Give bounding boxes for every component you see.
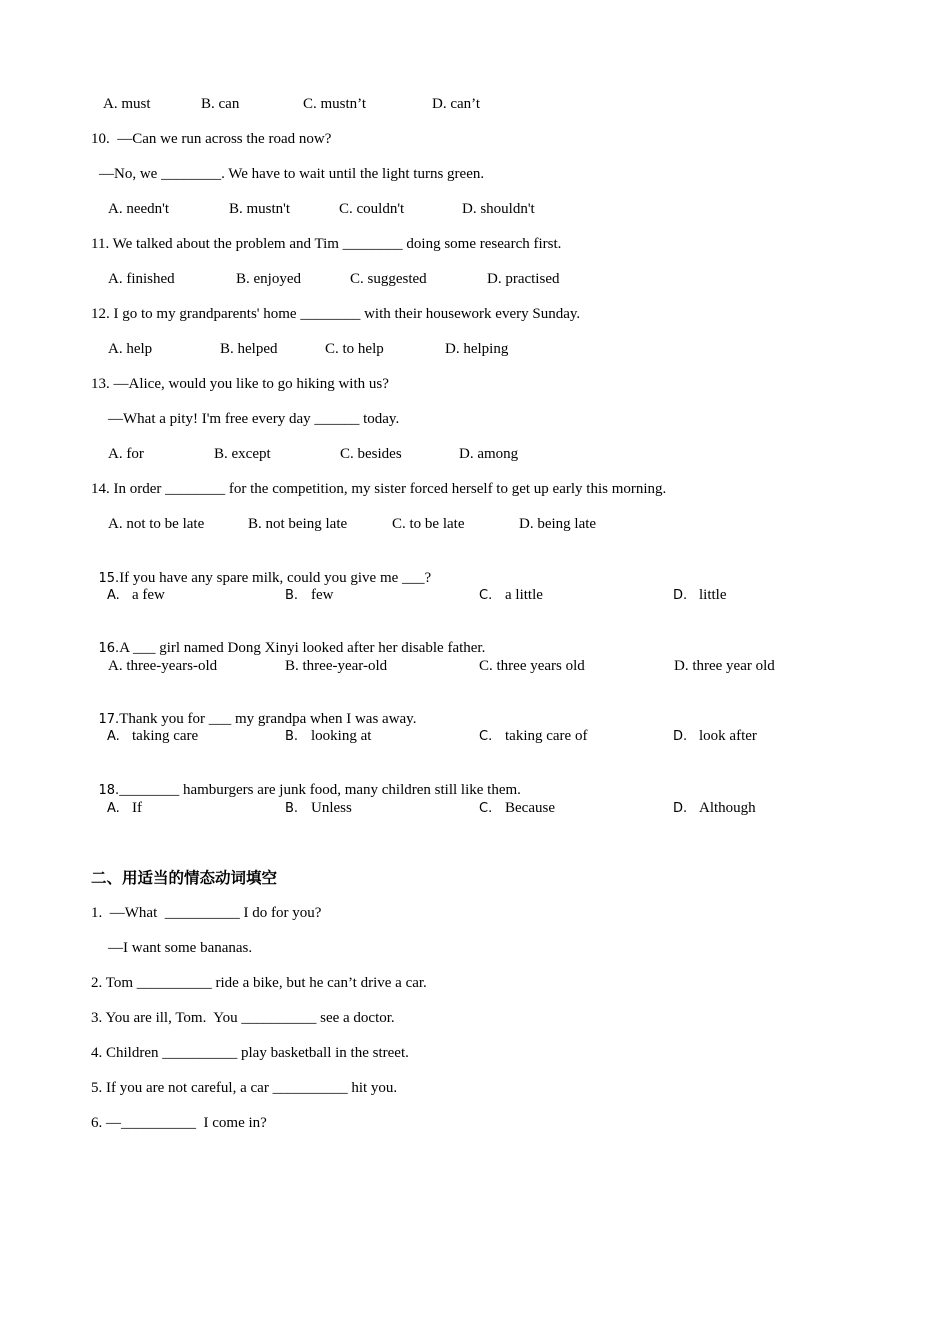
q15-option-d: little xyxy=(699,587,727,603)
q12-question: 12. I go to my grandparents' home ________ with their housework every Sunday. xyxy=(91,306,581,322)
q15-letter-d: D. xyxy=(673,588,688,603)
q13-answer-line: —What a pity! I'm free every day ______ today. xyxy=(108,411,400,427)
q15-text: If you have any spare milk, could you give me ___? xyxy=(119,570,432,586)
q10-answer-line: —No, we ________. We have to wait until the light turns green. xyxy=(99,166,485,182)
q13-option-c: C. besides xyxy=(340,446,402,462)
q13-option-d: D. among xyxy=(459,446,519,462)
q18-text: ________ hamburgers are junk food, many children still like them. xyxy=(119,782,521,798)
q14-question: 14. In order ________ for the competition, my sister forced herself to get up early this morning. xyxy=(91,481,667,497)
q17-letter-d: D. xyxy=(673,729,688,744)
q14-option-c: C. to be late xyxy=(392,516,465,532)
q10-option-a: A. needn't xyxy=(108,201,170,217)
q10-question: 10. —Can we run across the road now? xyxy=(91,131,332,147)
q17-letter-a: A. xyxy=(107,729,120,744)
q18-option-d: Although xyxy=(699,800,756,816)
q11-option-a: A. finished xyxy=(108,271,175,287)
q16-number: 16. xyxy=(98,641,120,656)
q13-question: 13. —Alice, would you like to go hiking with us? xyxy=(91,376,389,392)
q17-letter-c: C. xyxy=(479,729,493,744)
q11-option-b: B. enjoyed xyxy=(236,271,301,287)
q17-text: Thank you for ___ my grandpa when I was away. xyxy=(119,711,417,727)
s2-question-4: 4. Children __________ play basketball in the street. xyxy=(91,1045,409,1061)
q10-option-d: D. shouldn't xyxy=(462,201,535,217)
q14-option-a: A. not to be late xyxy=(108,516,205,532)
q16-question xyxy=(91,621,485,658)
q15-letter-b: B. xyxy=(285,588,299,603)
q18-option-a: If xyxy=(132,800,142,816)
q15-number: 15. xyxy=(98,571,120,586)
q17-option-b: looking at xyxy=(311,728,372,744)
q16-option-d: D. three year old xyxy=(674,658,775,674)
s2-question-6: 6. —__________ I come in? xyxy=(91,1115,267,1131)
s2-question-5: 5. If you are not careful, a car __________ hit you. xyxy=(91,1080,398,1096)
q10-option-b: B. mustn't xyxy=(229,201,291,217)
q18-letter-a: A. xyxy=(107,801,120,816)
q12-option-c: C. to help xyxy=(325,341,384,357)
q9-option-a: A. must xyxy=(103,96,151,112)
q17-option-d: look after xyxy=(699,728,757,744)
q18-letter-c: C. xyxy=(479,801,493,816)
q17-option-c: taking care of xyxy=(505,728,588,744)
q9-option-d: D. can’t xyxy=(432,96,481,112)
q13-option-b: B. except xyxy=(214,446,271,462)
q17-number: 17. xyxy=(98,712,120,727)
q16-option-b: B. three-year-old xyxy=(285,658,388,674)
q18-option-c: Because xyxy=(505,800,555,816)
q12-option-b: B. helped xyxy=(220,341,278,357)
q15-question xyxy=(91,551,431,588)
s2-question-1: 1. —What __________ I do for you? xyxy=(91,905,322,921)
q18-option-b: Unless xyxy=(311,800,352,816)
q16-option-c: C. three years old xyxy=(479,658,585,674)
q15-letter-a: A. xyxy=(107,588,120,603)
q13-option-a: A. for xyxy=(108,446,144,462)
q16-option-a: A. three-years-old xyxy=(108,658,218,674)
s2-answer-1: —I want some bananas. xyxy=(108,940,253,956)
q10-option-c: C. couldn't xyxy=(339,201,405,217)
q11-question: 11. We talked about the problem and Tim ________ doing some research first. xyxy=(91,236,562,252)
q18-question xyxy=(91,763,521,800)
q17-letter-b: B. xyxy=(285,729,299,744)
q17-question xyxy=(91,692,416,729)
q16-text: A ___ girl named Dong Xinyi looked after her disable father. xyxy=(119,640,486,656)
q15-option-a: a few xyxy=(132,587,165,603)
q9-option-c: C. mustn’t xyxy=(303,96,367,112)
q15-option-b: few xyxy=(311,587,334,603)
q15-letter-c: C. xyxy=(479,588,493,603)
q18-number: 18. xyxy=(98,783,120,798)
q9-option-b: B. can xyxy=(201,96,240,112)
q12-option-d: D. helping xyxy=(445,341,509,357)
q17-option-a: taking care xyxy=(132,728,199,744)
q12-option-a: A. help xyxy=(108,341,153,357)
q18-letter-b: B. xyxy=(285,801,299,816)
s2-question-2: 2. Tom __________ ride a bike, but he can’t drive a car. xyxy=(91,975,427,991)
q14-option-b: B. not being late xyxy=(248,516,348,532)
q11-option-c: C. suggested xyxy=(350,271,427,287)
q14-option-d: D. being late xyxy=(519,516,597,532)
s2-question-3: 3. You are ill, Tom. You __________ see a doctor. xyxy=(91,1010,395,1026)
section-2-heading: 二、用适当的情态动词填空 xyxy=(91,869,278,887)
q18-letter-d: D. xyxy=(673,801,688,816)
q15-option-c: a little xyxy=(505,587,543,603)
q11-option-d: D. practised xyxy=(487,271,560,287)
